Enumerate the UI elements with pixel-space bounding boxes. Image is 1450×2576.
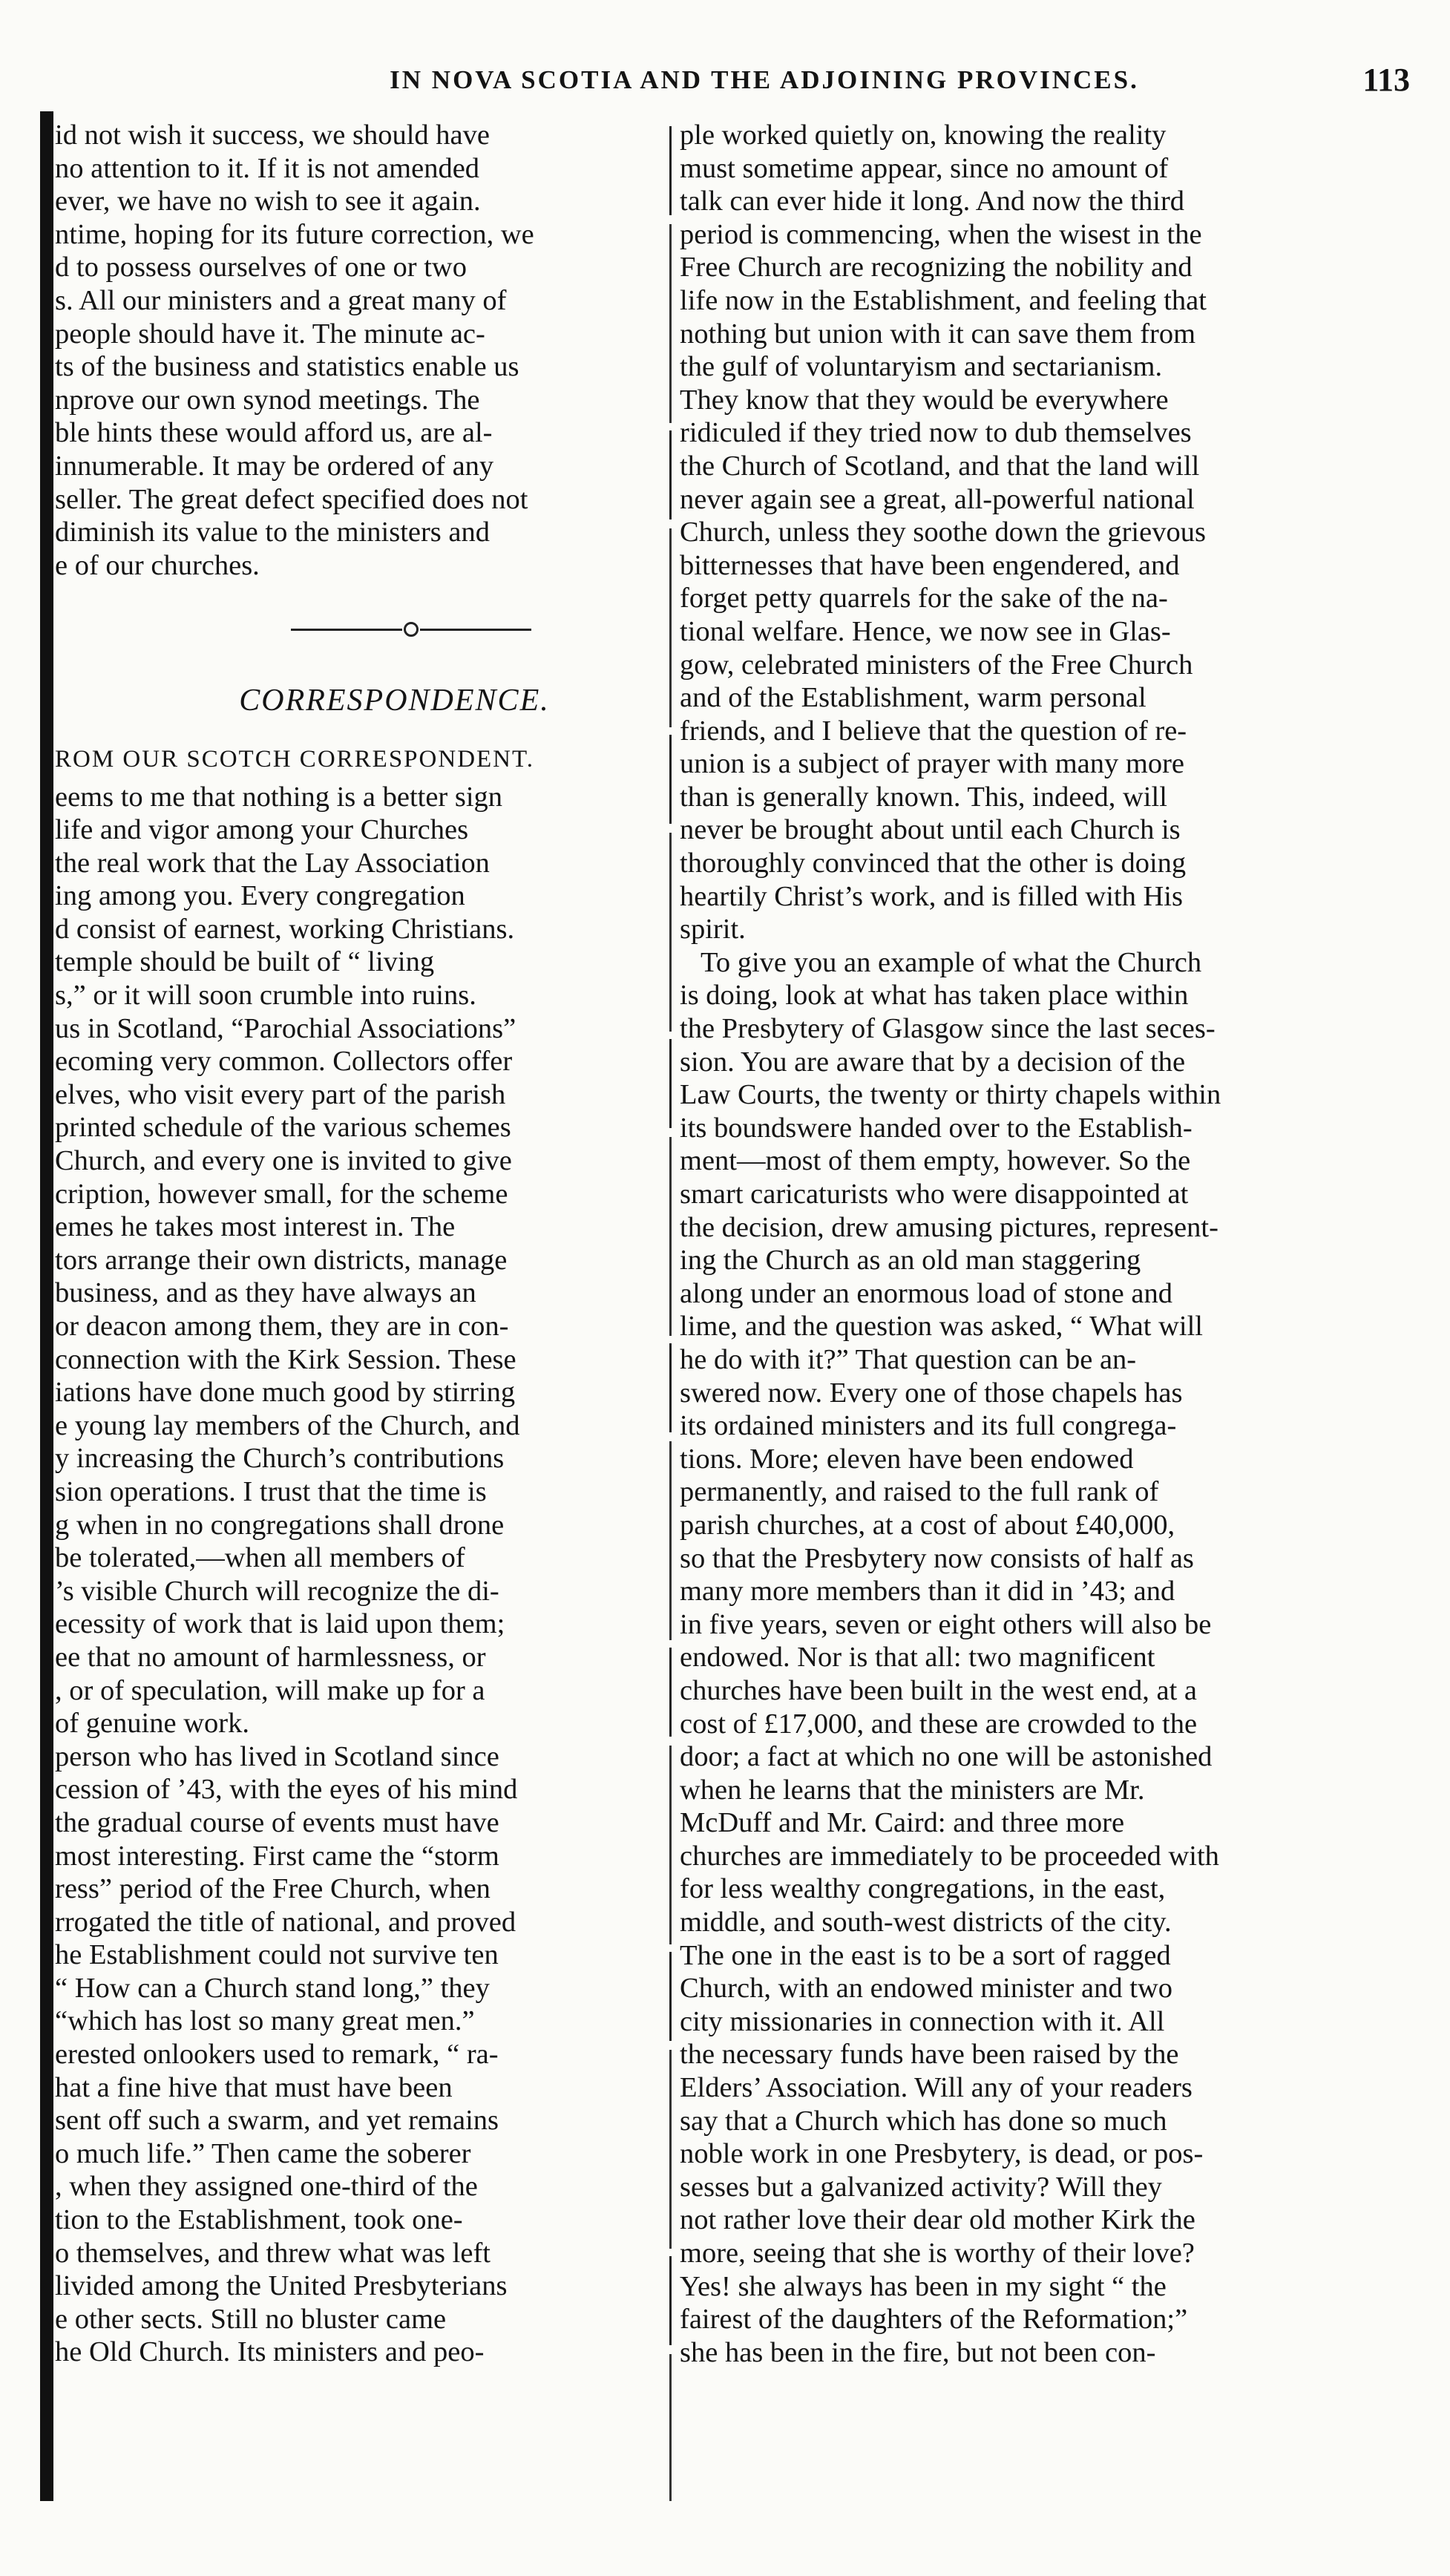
right-paragraph-1: ple worked quietly on, knowing the reality must sometime appear, since no amount of talk can ever hide it long. And now the third period is commencing, when the wisest in the Free Church are recognizing the nobility and life now in the Establishment, and feeling that nothing but union with it can save them from the gulf of voluntaryism and sectarianism. They know that they would be everywhere ridiculed if they tried now to dub themselves the Church of Scotland, and that the land will never again see a great, all-powerful national Church, unless they soothe down the grievous bitternesses that have been engendered, and forget petty quarrels for the sake of the na- tional welfare. Hence, we now see in Glas- gow, celebrated ministers of the Free Church and of the Establishment, warm personal friends, and I believe that the question of re- union is a subject of prayer with many more than is generally known. This, indeed, will never be brought about until each Church is thoroughly convinced that the other is doing heartily Christ’s work, and is filled with His spirit. xyxy=(680,119,1207,945)
column-rule xyxy=(669,126,672,2501)
page-number: 113 xyxy=(1362,62,1410,98)
left-column xyxy=(55,119,667,2369)
section-heading: CORRESPONDENCE. xyxy=(239,684,550,718)
correspondent-byline: ROM OUR SCOTCH CORRESPONDENT. xyxy=(55,745,534,773)
intro-paragraph: id not wish it success, we should have no attention to it. If it is not amended ever, we have no wish to see it again. ntime, hoping for its future correction, we d to possess ourselves of one or two s. All our ministers and a great many of people should have it. The minute ac- ts of the business and statistics enable us nprove our own synod meetings. The ble hints these would afford us, are al- innumerable. It may be ordered of any seller. The great defect specified does not diminish its value to the ministers and e of our churches. xyxy=(55,119,534,581)
correspondence-paragraph-1: eems to me that nothing is a better sign life and vigor among your Churches the real work that the Lay Association ing among you. Every congregation d consist of earnest, working Christians. temple should be built of “ living s,” or it will soon crumble into ruins. us in Scotland, “Parochial Associations” ecoming very common. Collectors offer elves, who visit every part of the parish printed schedule of the various schemes Church, and every one is invited to give cription, however small, for the scheme emes he takes most interest in. The tors arrange their own districts, manage business, and as they have always an or deacon among them, they are in con- connection with the Kirk Session. These iations have done much good by stirring e young lay members of the Church, and y increasing the Church’s contributions sion operations. I trust that the time is g when in no congregations shall drone be tolerated,—when all members of ’s visible Church will recognize the di- ecessity of work that is laid upon them; ee that no amount of harmlessness, or , or of speculation, will make up for a of genuine work. xyxy=(55,781,520,1740)
running-head-title: IN NOVA SCOTIA AND THE ADJOINING PROVINCES. xyxy=(390,65,1139,94)
correspondence-paragraph-2: person who has lived in Scotland since cession of ’43, with the eyes of his mind the gradual course of events must have most interesting. First came the “storm ress” period of the Free Church, when rrogated the title of national, and proved he Establishment could not survive ten “ How can a Church stand long,” they “which has lost so many great men.” erested onlookers used to remark, “ ra- hat a fine hive that must have been sent off such a swarm, and yet remains o much life.” Then came the soberer , when they assigned one-third of the tion to the Establishment, took one- o themselves, and threw what was left livided among the United Presbyterians e other sects. Still no bluster came he Old Church. Its ministers and peo- xyxy=(55,1740,518,2368)
section-ornament xyxy=(188,600,634,659)
right-paragraph-2: To give you an example of what the Church is doing, look at what has taken place within the Presbytery of Glasgow since the last seces- sion. You are aware that by a decision of the Law Courts, the twenty or thirty chapels within its boundswere handed over to the Establish- ment—most of them empty, however. So the smart caricaturists who were disappointed at the decision, drew amusing pictures, represent- ing the Church as an old man staggering along under an enormous load of stone and lime, and the question was asked, “ What will he do with it?” That question can be an- swered now. Every one of those chapels has its ordained ministers and its full congrega- tions. More; eleven have been endowed permanently, and raised to the full rank of parish churches, at a cost of about £40,000, so that the Presbytery now consists of half as many more members than it did in ’43; and in five years, seven or eight others will also be endowed. Nor is that all: two magnificent churches have been built in the west end, at a cost of £17,000, and these are crowded to the door; a fact at which no one will be astonished when he learns that the ministers are Mr. McDuff and Mr. Caird: and three more churches are immediately to be proceeded with for less wealthy congregations, in the east, middle, and south-west districts of the city. The one in the east is to be a sort of ragged Church, with an endowed minister and two city missionaries in connection with it. All the necessary funds have been raised by the Elders’ Association. Will any of your readers say that a Church which has done so much noble work in one Presbytery, is dead, or pos- sesses but a galvanized activity? Will they not rather love their dear old mother Kirk the more, seeing that she is worthy of their love? Yes! she always has been in my sight “ the fairest of the daughters of the Reformation;” she has been in the fire, but not been con- xyxy=(680,946,1221,2368)
running-head xyxy=(0,62,1450,110)
right-column xyxy=(680,119,1370,2369)
scan-binding-edge xyxy=(40,111,53,2501)
